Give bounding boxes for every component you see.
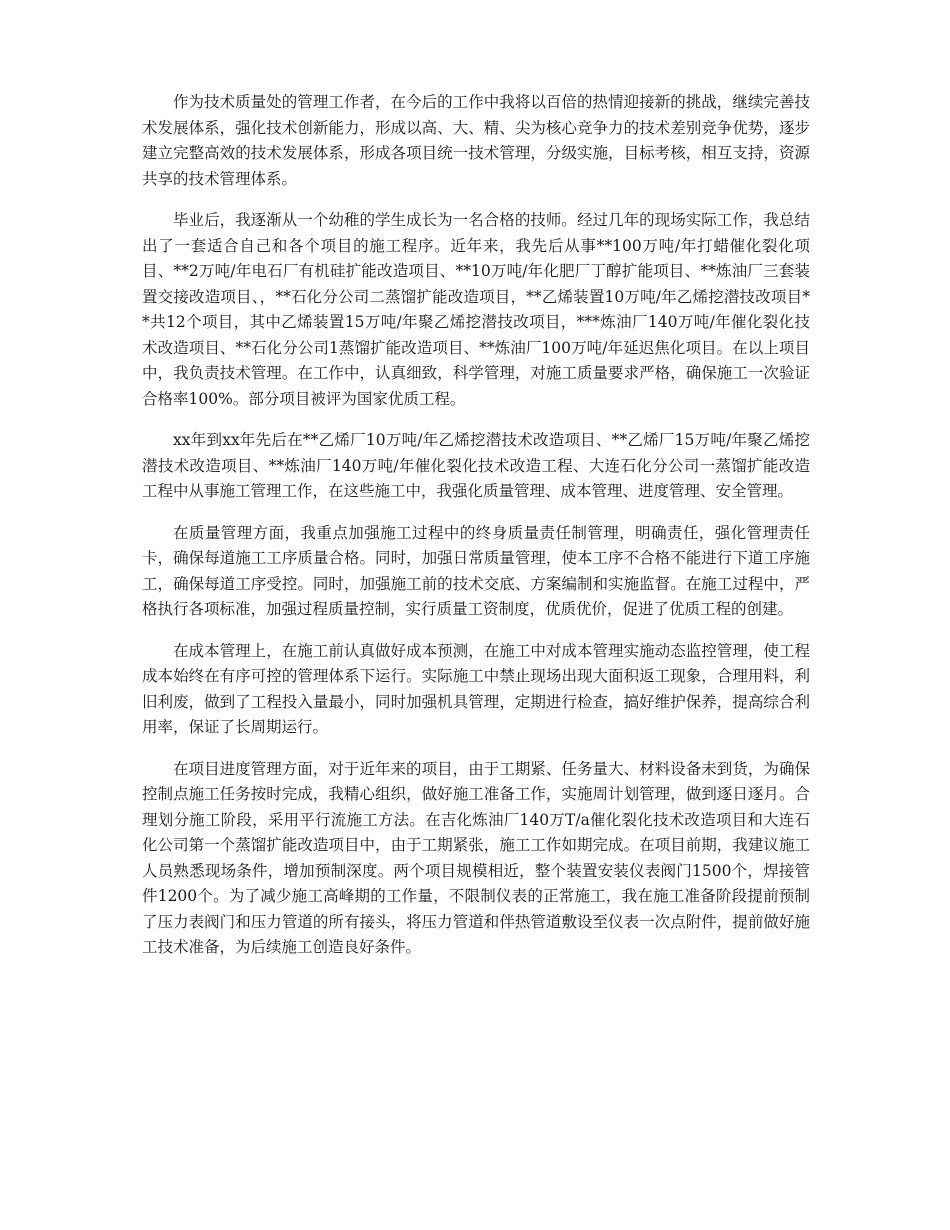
paragraph-quality-management: 在质量管理方面，我重点加强施工过程中的终身质量责任制管理，明确责任，强化管理责任卡，确保每道施工工序质量合格。同时，加强日常质量管理，使本工序不合格不能进行下道工序施工，确保每道工序受控。同时，加强施工前的技术交底、方案编制和实施监督。在施工过程中，严格执行各项标准，加强过程质量控制，实行质量工资制度，优质优价，促进了优质工程的创建。 <box>142 523 810 618</box>
document-body <box>142 90 810 977</box>
paragraph-cost-management: 在成本管理上，在施工前认真做好成本预测，在施工中对成本管理实施动态监控管理，使工程成本始终在有序可控的管理体系下运行。实际施工中禁止现场出现大面积返工现象，合理用料，利旧利废，做到了工程投入量最小，同时加强机具管理，定期进行检查，搞好维护保养，提高综合利用率，保证了长周期运行。 <box>142 641 810 736</box>
paragraph-career-projects: 毕业后，我逐渐从一个幼稚的学生成长为一名合格的技师。经过几年的现场实际工作，我总结出了一套适合自己和各个项目的施工程序。近年来，我先后从事**100万吨/年打蜡催化裂化项目、**2万吨/年电石厂有机硅扩能改造项目、**10万吨/年化肥厂丁醇扩能项目、**炼油厂三套装置交接改造项目、，**石化分公司二蒸馏扩能改造项目，**乙烯装置10万吨/年乙烯挖潜技改项目**共12个项目，其中乙烯装置15万吨/年聚乙烯挖潜技改项目，***炼油厂140万吨/年催化裂化技术改造项目、**石化分公司1蒸馏扩能改造项目、**炼油厂100万吨/年延迟焦化项目。在以上项目中，我负责技术管理。在工作中，认真细致，科学管理，对施工质量要求严格，确保施工一次验证合格率100%。部分项目被评为国家优质工程。 <box>142 211 810 408</box>
paragraph-construction-management: xx年到xx年先后在**乙烯厂10万吨/年乙烯挖潜技术改造项目、**乙烯厂15万吨/年聚乙烯挖潜技术改造项目、**炼油厂140万吨/年催化裂化技术改造工程、大连石化分公司一蒸馏扩能改造工程中从事施工管理工作，在这些施工中，我强化质量管理、成本管理、进度管理、安全管理。 <box>142 431 810 500</box>
paragraph-closing-statement: 作为技术质量处的管理工作者，在今后的工作中我将以百倍的热情迎接新的挑战，继续完善技术发展体系，强化技术创新能力，形成以高、大、精、尖为核心竞争力的技术差别竞争优势，逐步建立完整高效的技术发展体系，形成各项目统一技术管理，分级实施，目标考核，相互支持，资源共享的技术管理体系。 <box>142 93 810 188</box>
paragraph-schedule-management: 在项目进度管理方面，对于近年来的项目，由于工期紧、任务量大、材料设备未到货，为确保控制点施工任务按时完成，我精心组织，做好施工准备工作，实施周计划管理，做到逐日逐月。合理划分施工阶段，采用平行流施工方法。在吉化炼油厂140万T/a催化裂化技术改造项目和大连石化公司第一个蒸馏扩能改造项目中，由于工期紧张，施工工作如期完成。在项目前期，我建议施工人员熟悉现场条件，增加预制深度。两个项目规模相近，整个装置安装仪表阀门1500个，焊接管件1200个。为了减少施工高峰期的工作量，不限制仪表的正常施工，我在施工准备阶段提前预制了压力表阀门和压力管道的所有接头，将压力管道和伴热管道敷设至仪表一次点附件，提前做好施工技术准备，为后续施工创造良好条件。 <box>142 759 810 956</box>
